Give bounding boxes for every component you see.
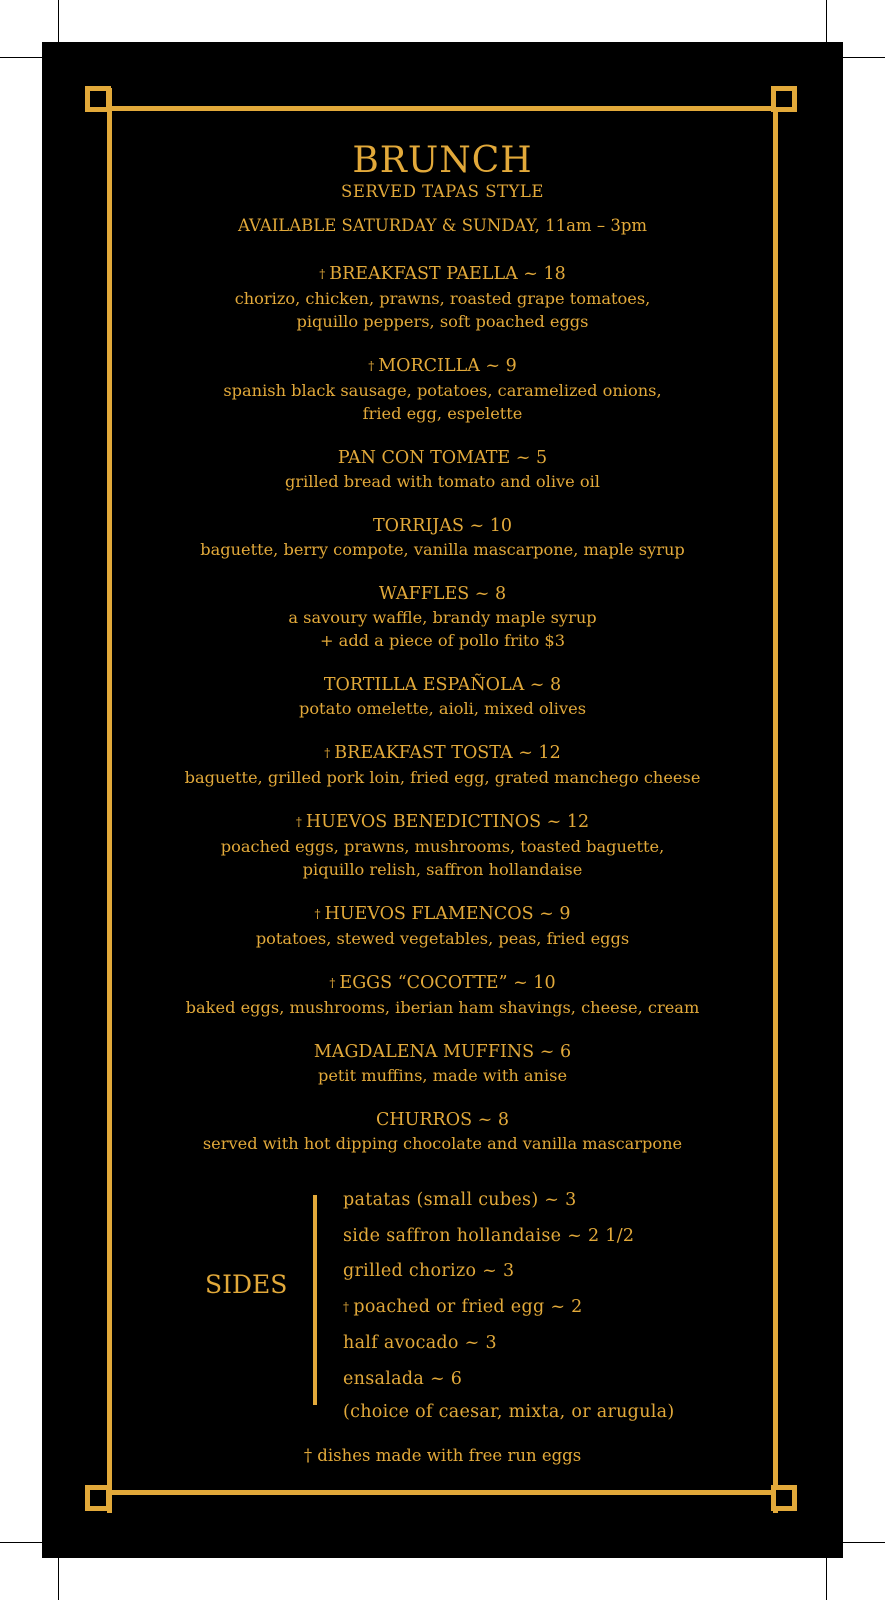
crop-mark [826, 0, 827, 46]
free-run-egg-marker: † [319, 267, 326, 281]
side-item: ensalada ~ 6 [343, 1368, 463, 1389]
crop-mark [839, 57, 885, 58]
free-run-egg-marker: † [314, 907, 321, 921]
menu-item-name: † MORCILLA ~ 9 [368, 356, 517, 376]
free-run-egg-marker: † [329, 976, 336, 990]
menu-item-name: PAN CON TOMATE ~ 5 [337, 448, 548, 468]
menu-item-description: poached eggs, prawns, mushrooms, toasted baguette, piquillo relish, saffron hollandaise [220, 837, 665, 879]
menu-item-description: baked eggs, mushrooms, iberian ham shavings, cheese, cream [185, 998, 700, 1017]
menu-item-description: a savoury waffle, brandy maple syrup + add a piece of pollo frito $3 [288, 608, 597, 650]
menu-item-name: CHURROS ~ 8 [375, 1110, 509, 1130]
free-run-egg-marker: † [295, 815, 302, 829]
crop-mark [0, 1542, 46, 1543]
menu-item-name: † EGGS “COCOTTE” ~ 10 [329, 973, 556, 993]
menu-item [0, 1109, 885, 1155]
menu-item [0, 972, 885, 1019]
menu-item-description: served with hot dipping chocolate and vanilla mascarpone [202, 1134, 683, 1153]
side-item: † poached or fried egg ~ 2 [343, 1296, 583, 1317]
side-item-note: (choice of caesar, mixta, or arugula) [343, 1402, 675, 1422]
menu-item [0, 1041, 885, 1087]
menu-item-description: chorizo, chicken, prawns, roasted grape tomatoes, piquillo peppers, soft poached eggs [234, 289, 651, 331]
menu-item [0, 447, 885, 493]
menu-title: BRUNCH [352, 140, 533, 181]
crop-mark [0, 57, 46, 58]
side-item: grilled chorizo ~ 3 [343, 1261, 515, 1281]
menu-item [0, 515, 885, 561]
menu-item [0, 263, 885, 333]
menu-item-name: TORRIJAS ~ 10 [373, 516, 512, 536]
menu-item-description: potato omelette, aioli, mixed olives [298, 699, 587, 718]
menu-item-name: WAFFLES ~ 8 [378, 584, 507, 604]
crop-mark [839, 1542, 885, 1543]
side-item: side saffron hollandaise ~ 2 1/2 [343, 1225, 635, 1246]
free-run-egg-marker: † [368, 359, 375, 373]
crop-mark [58, 0, 59, 46]
menu-item [0, 811, 885, 881]
menu-item [0, 674, 885, 720]
crop-mark [826, 1554, 827, 1600]
menu-item-name: TORTILLA ESPAÑOLA ~ 8 [323, 675, 562, 695]
availability-text: AVAILABLE SATURDAY & SUNDAY, 11am – 3pm [237, 216, 648, 235]
menu-item-name: MAGDALENA MUFFINS ~ 6 [313, 1042, 572, 1062]
sides-list [343, 1183, 675, 1427]
menu-item [0, 903, 885, 950]
menu-items-list [0, 263, 885, 1177]
menu-item-name: † BREAKFAST TOSTA ~ 12 [324, 743, 561, 763]
sides-heading: SIDES [205, 1270, 288, 1299]
menu-item [0, 355, 885, 425]
menu-item-name: † HUEVOS BENEDICTINOS ~ 12 [295, 812, 590, 832]
menu-item-name: † HUEVOS FLAMENCOS ~ 9 [314, 904, 571, 924]
sides-divider [313, 1195, 317, 1405]
free-run-egg-marker: † [343, 1299, 350, 1314]
menu-item-description: baguette, berry compote, vanilla mascarpone, maple syrup [200, 540, 685, 559]
footnote: † dishes made with free run eggs [303, 1446, 582, 1465]
menu-item-name: † BREAKFAST PAELLA ~ 18 [319, 264, 566, 284]
frame-corner-square [85, 1485, 111, 1511]
frame-corner-square [771, 1485, 797, 1511]
menu-item [0, 742, 885, 789]
menu-item-description: spanish black sausage, potatoes, caramelized onions, fried egg, espelette [223, 381, 662, 423]
side-item: half avocado ~ 3 [343, 1333, 497, 1353]
frame-top-line [88, 106, 797, 111]
frame-bottom-line [88, 1490, 797, 1495]
crop-mark [58, 1554, 59, 1600]
frame-corner-square [85, 86, 111, 112]
menu-subtitle: SERVED TAPAS STYLE [341, 182, 544, 201]
side-item: patatas (small cubes) ~ 3 [343, 1190, 577, 1210]
menu-item-description: baguette, grilled pork loin, fried egg, grated manchego cheese [184, 768, 701, 787]
menu-item-description: potatoes, stewed vegetables, peas, fried eggs [255, 929, 630, 948]
menu-item [0, 583, 885, 652]
menu-item-description: grilled bread with tomato and olive oil [285, 472, 600, 491]
frame-corner-square [771, 86, 797, 112]
menu-item-description: petit muffins, made with anise [317, 1066, 568, 1085]
free-run-egg-marker: † [324, 746, 331, 760]
